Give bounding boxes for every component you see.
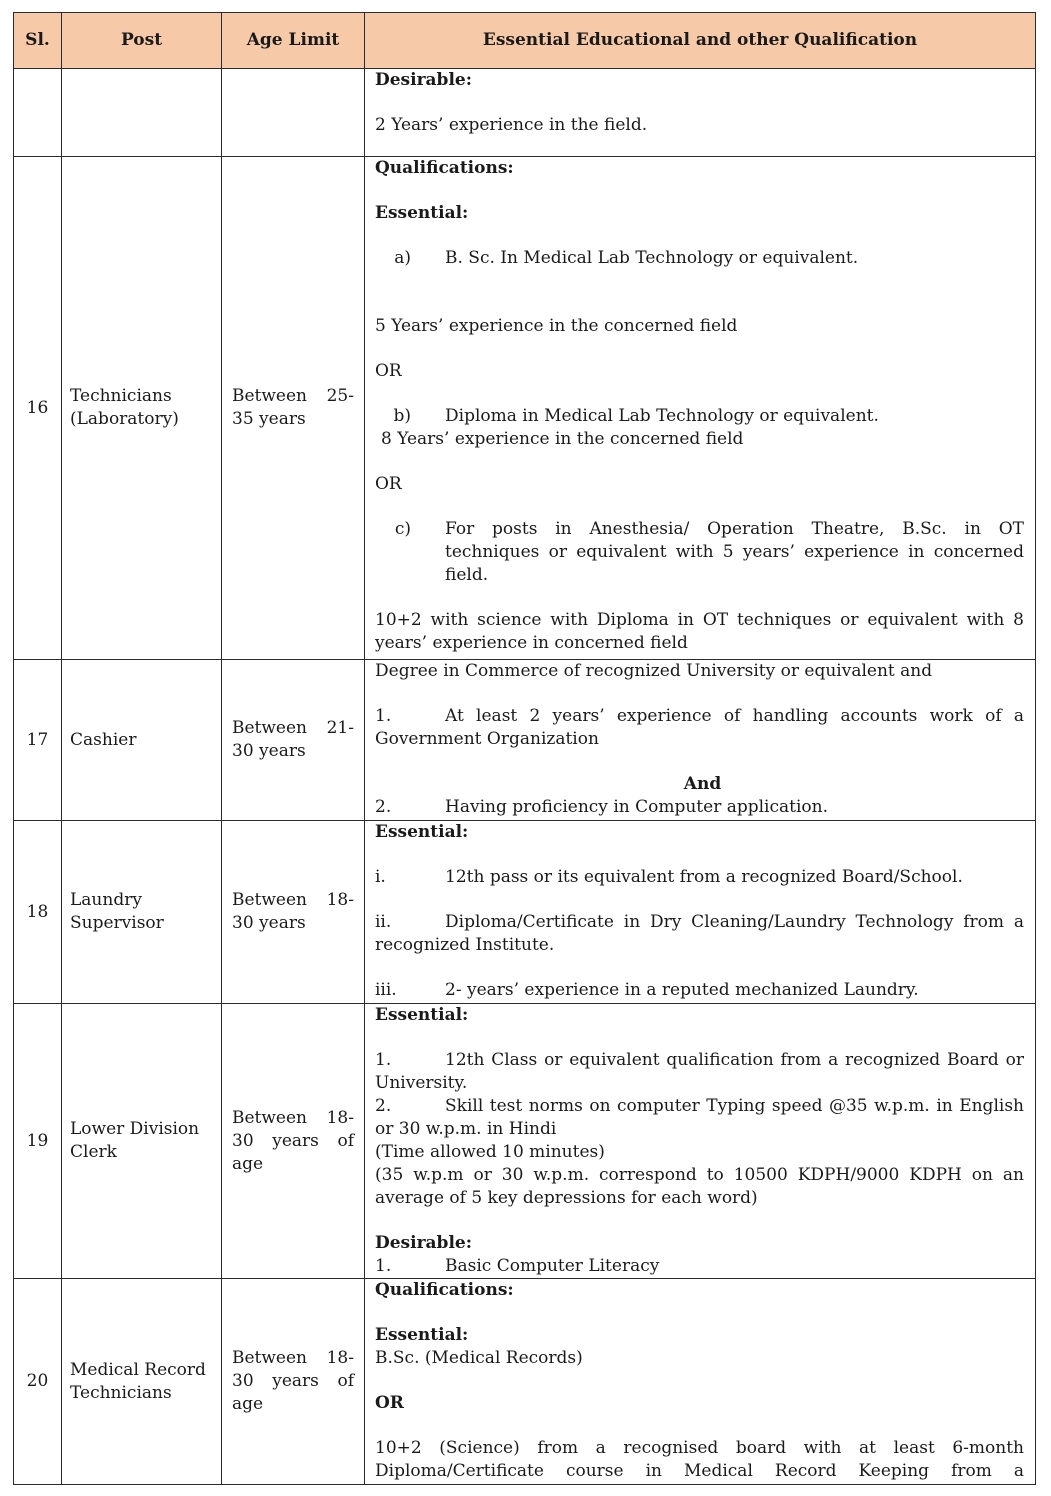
time-note: (Time allowed 10 minutes) [375, 1142, 605, 1162]
list-item-c [375, 518, 1024, 587]
table-row-16 [14, 157, 1036, 660]
list-marker: 1. [375, 1050, 392, 1070]
table-row-18 [14, 821, 1036, 1004]
list-marker: a) [394, 248, 411, 268]
list-marker: iii. [375, 980, 397, 1000]
header-sl: Sl. [14, 13, 62, 69]
list-text: Diploma in Medical Lab Technology or equivalent. [445, 406, 879, 426]
cell-post: Technicians (Laboratory) [62, 157, 222, 660]
essential-label: Essential: [375, 822, 469, 842]
desirable-label: Desirable: [375, 70, 472, 90]
cell-age [222, 69, 365, 157]
list-item-a [375, 247, 1024, 270]
list-item-b [375, 405, 1024, 428]
table-row-continued [14, 69, 1036, 157]
cell-age: Between 25-35 years [222, 157, 365, 660]
essential-label: Essential: [375, 1005, 469, 1025]
list-item-d1 [375, 1255, 1024, 1278]
qualifications-label: Qualifications: [375, 158, 514, 178]
desirable-label: Desirable: [375, 1233, 472, 1253]
list-item-2 [375, 1095, 1024, 1141]
cell-qualification [365, 157, 1036, 660]
header-age-limit: Age Limit [222, 13, 365, 69]
cell-age: Between 18-30 years of age [222, 1004, 365, 1279]
list-text: 2- years’ experience in a reputed mechanized Laundry. [445, 980, 919, 1000]
cell-sl: 16 [14, 157, 62, 660]
list-text: Skill test norms on computer Typing speed @35 w.p.m. in English or 30 w.p.m. in Hindi [375, 1096, 1024, 1139]
cell-qualification [365, 69, 1036, 157]
list-marker: ii. [375, 912, 392, 932]
typing-note: (35 w.p.m or 30 w.p.m. correspond to 10500 KDPH/9000 KDPH on an average of 5 key depressions for each word) [375, 1165, 1024, 1208]
cell-post: Medical Record Technicians [62, 1279, 222, 1485]
cell-qualification [365, 821, 1036, 1004]
qualification-table [13, 12, 1036, 1485]
list-item-1 [375, 705, 1024, 751]
list-text: At least 2 years’ experience of handling accounts work of a Government Organization [375, 706, 1024, 749]
cell-post [62, 69, 222, 157]
cell-qualification [365, 1279, 1036, 1485]
cell-sl [14, 69, 62, 157]
list-text: 12th Class or equivalent qualification from a recognized Board or University. [375, 1050, 1024, 1093]
table-row-17 [14, 660, 1036, 821]
list-text: B. Sc. In Medical Lab Technology or equivalent. [445, 248, 859, 268]
essential-label: Essential: [375, 203, 469, 223]
qualification-line: 10+2 with science with Diploma in OT techniques or equivalent with 8 years’ experience in concerned field [375, 610, 1024, 653]
list-marker: b) [393, 406, 411, 426]
list-item-i [375, 866, 1024, 889]
cell-qualification [365, 660, 1036, 821]
qualification-line: 10+2 (Science) from a recognised board with at least 6-month Diploma/Certificate course in Medical Record Keeping from a [375, 1438, 1024, 1481]
table-header-row [14, 13, 1036, 69]
experience-line: 5 Years’ experience in the concerned field [375, 316, 738, 336]
cell-qualification [365, 1004, 1036, 1279]
qualification-line: B.Sc. (Medical Records) [375, 1348, 583, 1368]
list-text: For posts in Anesthesia/ Operation Theatre, B.Sc. in OT techniques or equivalent with 5 years’ experience in concerned field. [445, 519, 1024, 585]
cell-sl: 17 [14, 660, 62, 821]
list-marker: i. [375, 867, 386, 887]
qualification-line: 2 Years’ experience in the field. [375, 115, 648, 135]
cell-sl: 19 [14, 1004, 62, 1279]
experience-line: 8 Years’ experience in the concerned field [381, 429, 744, 449]
list-marker: 1. [375, 1256, 392, 1276]
qualifications-label: Qualifications: [375, 1280, 514, 1300]
cell-sl: 20 [14, 1279, 62, 1485]
list-text: Basic Computer Literacy [445, 1256, 660, 1276]
list-text: 12th pass or its equivalent from a recognized Board/School. [445, 867, 963, 887]
cell-age: Between 18-30 years [222, 821, 365, 1004]
list-item-iii [375, 979, 1024, 1002]
essential-label: Essential: [375, 1325, 469, 1345]
header-qualification: Essential Educational and other Qualification [365, 13, 1036, 69]
qualification-line: Degree in Commerce of recognized University or equivalent and [375, 661, 933, 681]
or-separator: OR [375, 1393, 404, 1413]
table-row-20 [14, 1279, 1036, 1485]
list-item-ii [375, 911, 1024, 957]
list-item-2 [375, 796, 1024, 819]
or-separator: OR [375, 474, 402, 494]
list-text: Diploma/Certificate in Dry Cleaning/Laundry Technology from a recognized Institute. [375, 912, 1024, 955]
table-row-19 [14, 1004, 1036, 1279]
cell-post: Cashier [62, 660, 222, 821]
list-marker: 2. [375, 797, 392, 817]
cell-sl: 18 [14, 821, 62, 1004]
cell-post: Laundry Supervisor [62, 821, 222, 1004]
header-post: Post [62, 13, 222, 69]
cell-age: Between 18-30 years of age [222, 1279, 365, 1485]
and-separator: And [683, 774, 722, 794]
cell-age: Between 21-30 years [222, 660, 365, 821]
list-marker: 2. [375, 1096, 392, 1116]
or-separator: OR [375, 361, 402, 381]
list-marker: c) [394, 519, 411, 539]
cell-post: Lower Division Clerk [62, 1004, 222, 1279]
list-text: Having proficiency in Computer application. [445, 797, 829, 817]
list-item-1 [375, 1049, 1024, 1095]
list-marker: 1. [375, 706, 392, 726]
